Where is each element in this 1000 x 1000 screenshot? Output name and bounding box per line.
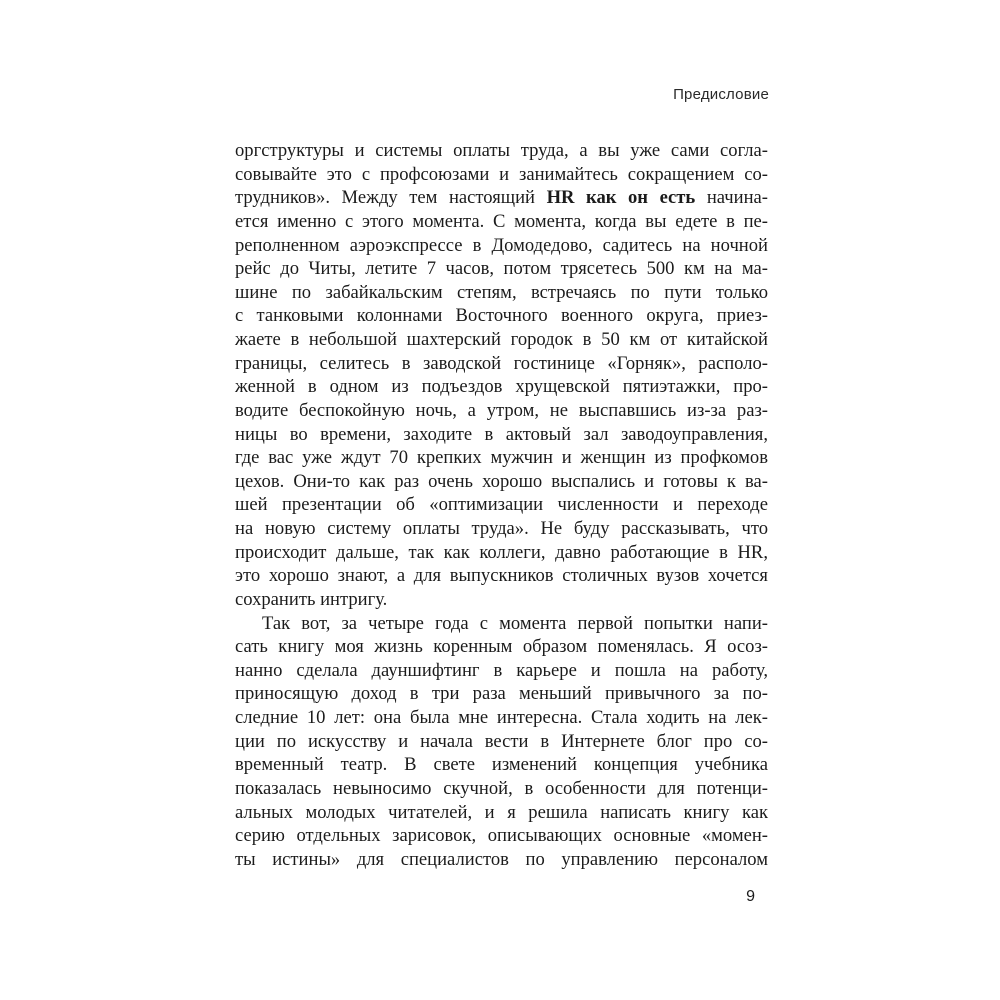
text-line bbox=[235, 281, 768, 305]
text-line bbox=[235, 682, 768, 706]
text-segment: где вас уже ждут 70 крепких мужчин и женщин из профкомов bbox=[235, 447, 768, 469]
text-segment: ется именно с этого момента. С момента, когда вы едете в пе- bbox=[235, 210, 768, 232]
text-segment: альных молодых читателей, и я решила написать книгу как bbox=[235, 801, 768, 823]
text-segment: ции по искусству и начала вести в Интернете блог про со- bbox=[235, 730, 768, 752]
text-segment: приносящую доход в три раза меньший привычного за по- bbox=[235, 683, 768, 705]
text-segment: происходит дальше, так как коллеги, давно работающие в HR, bbox=[235, 541, 768, 563]
text-segment: временный театр. В свете изменений концепция учебника bbox=[235, 754, 768, 776]
text-segment: это хорошо знают, а для выпускников столичных вузов хочется bbox=[235, 565, 768, 587]
text-line bbox=[235, 257, 768, 281]
text-segment: ты истины» для специалистов по управлению персоналом bbox=[235, 848, 768, 870]
text-line bbox=[235, 635, 768, 659]
text-line bbox=[235, 493, 768, 517]
text-line bbox=[235, 730, 768, 754]
text-segment: цехов. Они-то как раз очень хорошо выспались и готовы к ва- bbox=[235, 470, 768, 492]
text-line bbox=[235, 801, 768, 825]
text-line bbox=[235, 375, 768, 399]
bold-text-segment: HR как он есть bbox=[546, 187, 696, 209]
text-segment: ницы во времени, заходите в актовый зал заводоуправления, bbox=[235, 423, 768, 445]
body-text bbox=[235, 139, 768, 871]
text-segment: серию отдельных зарисовок, описывающих основные «момен- bbox=[235, 825, 768, 847]
text-line bbox=[235, 564, 768, 588]
text-segment: начина- bbox=[695, 187, 768, 209]
page-number: 9 bbox=[746, 888, 755, 905]
text-line bbox=[235, 848, 768, 872]
text-line bbox=[235, 304, 768, 328]
text-segment: на новую систему оплаты труда». Не буду рассказывать, что bbox=[235, 518, 768, 539]
text-segment: сать книгу моя жизнь коренным образом поменялась. Я осоз- bbox=[235, 636, 768, 658]
text-line bbox=[235, 234, 768, 258]
text-segment: жаете в небольшой шахтерский городок в 50 км от китайской bbox=[235, 329, 768, 350]
text-line bbox=[235, 588, 768, 612]
text-segment: шей презентации об «оптимизации численности и переходе bbox=[235, 494, 768, 516]
text-line bbox=[235, 210, 768, 234]
text-line bbox=[235, 470, 768, 494]
text-segment: совывайте это с профсоюзами и занимайтесь сокращением со- bbox=[235, 163, 768, 185]
text-line bbox=[235, 163, 768, 187]
text-line bbox=[235, 328, 768, 352]
text-segment: границы, селитесь в заводской гостинице «Горняк», располо- bbox=[235, 352, 768, 374]
text-segment: нанно сделала дауншифтинг в карьере и пошла на работу, bbox=[235, 659, 768, 681]
text-segment: трудников». Между тем настоящий bbox=[235, 187, 547, 209]
text-segment: показалась невыносимо скучной, в особенности для потенци- bbox=[235, 777, 768, 799]
text-line bbox=[235, 423, 768, 447]
text-line bbox=[235, 352, 768, 376]
text-line bbox=[235, 139, 768, 163]
text-segment: женной в одном из подъездов хрущевской пятиэтажки, про- bbox=[235, 376, 768, 398]
text-segment: водите беспокойную ночь, а утром, не выспавшись из-за раз- bbox=[235, 399, 768, 421]
text-segment: Так вот, за четыре года с момента первой попытки напи- bbox=[262, 612, 768, 634]
text-line bbox=[235, 612, 768, 636]
text-line bbox=[235, 446, 768, 470]
text-line bbox=[235, 777, 768, 801]
text-segment: сохранить интригу. bbox=[235, 588, 388, 610]
text-line bbox=[235, 753, 768, 777]
text-line bbox=[235, 517, 768, 541]
text-segment: следние 10 лет: она была мне интересна. Стала ходить на лек- bbox=[235, 707, 768, 728]
text-segment: рейс до Читы, летите 7 часов, потом трясетесь 500 км на ма- bbox=[235, 258, 768, 280]
text-segment: оргструктуры и системы оплаты труда, а вы уже сами согла- bbox=[235, 140, 768, 161]
text-line bbox=[235, 541, 768, 565]
text-line bbox=[235, 399, 768, 423]
text-line bbox=[235, 186, 768, 210]
text-line bbox=[235, 706, 768, 730]
text-segment: с танковыми колоннами Восточного военного округа, приез- bbox=[235, 305, 768, 327]
text-segment: реполненном аэроэкспрессе в Домодедово, садитесь на ночной bbox=[235, 234, 768, 256]
text-line bbox=[235, 659, 768, 683]
running-header: Предисловие bbox=[673, 86, 769, 103]
text-segment: шине по забайкальским степям, встречаясь по пути только bbox=[235, 281, 768, 303]
text-line bbox=[235, 824, 768, 848]
